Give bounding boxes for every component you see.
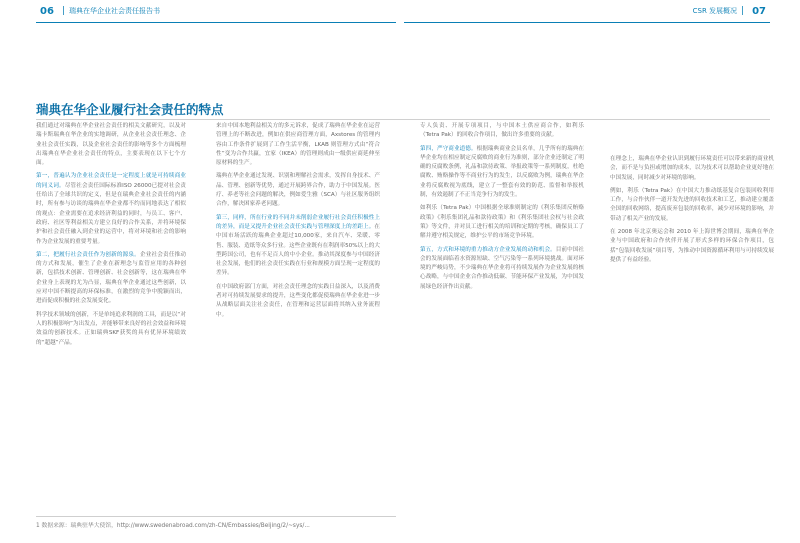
paragraph-text: 目前中国社会的发展面临着水资源短缺、空气污染等一系列环境挑战。面对环境的严峻局势，不少瑞典在华企业将可持续发展作为企业发展的核心战略，与中国企业合作推动低碳、节能环保产业发展，为中国发展绿色经济作出贡献。 [420,246,584,290]
paragraph-text: 我们通过对瑞典在华企业社会责任的相关文献研究，以及对瑞卡斯瑞典在华企业的实地调研，从企业社会责任理念、企业社会责任实践，以及企业社会责任的影响等多个方面梳理出瑞典在华企业社会责任的特点，主要表现在以下七个方面。 [36,123,186,167]
paragraph-heading: 第二，把履行社会责任作为创新的源泉。 [36,251,140,258]
page-number-right: 07 [752,5,766,17]
footnote: 1 数据来源：瑞典驻华大使馆，http://www.swedenabroad.com/zh-CN/Embassies/Beijing/2/~sys/... [36,523,310,529]
paragraph-text: 企业社会责任推动的方式和发展，催生了企业在新理念与监管应用的各种创新，包括技术创新、管理创新、社会创新等，这在瑞典在华企业身上表现的尤为凸显，瑞典在华企业通过这些创新，以应对中国不断提高的环保标准，在激烈的竞争中脱颖而出，进而促成积极的社会发展变化。 [36,251,186,305]
paragraph-heading: 第三，同样，所在行业的不同并未削弱企业履行社会责任积极性上的差异，而是又提升企业社会责任实践与管理深度上的差距上。 [216,214,380,230]
paragraph [420,145,584,201]
paragraph [216,122,380,168]
paragraph [420,122,584,141]
paragraph-text: 尽管社会责任国际标准ISO 26000已提对社会责任给出了全球共识的定义，但是在瑞典企业社会责任的内涵时，所有参与访谈的瑞典在华企业都不约而同地表达了相似的观点：企业需要在追求经济利益的同时，与员工、客户、政府、社区等利益相关方建立良好的合作关系，并将环境保护和社会责任融入到企业的运营中，将对环境和社会的影响作为企业发展的重要考量。 [36,182,186,245]
paragraph [36,311,186,348]
paragraph-text: 在中国政府部门方面，对社会责任理念的实践日益深入，以及消费者对可持续发展要求的提升，这些变化都促使瑞典在华企业进一步从战略层面关注社会责任，在管理和运营层面将其纳入业务流程中。 [216,283,380,318]
header-rule-left [36,22,396,23]
paragraph [610,228,774,265]
paragraph-heading: 第一，普遍认为企业社会责任是一定程度上就是可持续商业的同义词。 [36,173,186,189]
text-column-1 [36,122,186,502]
header-separator: | [61,6,65,16]
paragraph-heading: 第四，严守商业道德。 [420,145,477,152]
header-rule-right [404,22,770,23]
paragraph [610,155,774,183]
footnote-divider [36,516,396,517]
paragraph [420,204,584,241]
paragraph [36,251,186,307]
text-column-2 [216,122,380,502]
page-number-left: 06 [40,5,54,17]
paragraph-heading: 第五，方式和环境的重力推动方企业发展的动和机会。 [420,246,556,253]
paragraph [216,283,380,320]
text-column-4 [610,155,774,535]
paragraph-text: 在 2008 年北京奥运会和 2010 年上海世博会期间，瑞典在华企业与中国政府和合作伙伴开展了形式多样的环保合作项目，包括“包装回收发展”项目等，为推动中国资源循环利用与可持续发展提供了有益经验。 [610,229,774,263]
paragraph-text: 来自中国本地利益相关方的多元诉求，促成了瑞典在华企业在运营管理上的不断改进，例如在供应商管理方面，Axstores 的管理内容由工作条件扩展到了工作生活平衡，LKAB 则管理方式由“符合性”变为合作共赢，宜家（IKEA）的管理则成由一级供应商延伸至原材料的生产。 [216,123,380,167]
paragraph-text: 在中国市场活跃的瑞典企业超过10,000家，来自汽车、采暖、零售、服装、造纸等众多行业。这些企业既有在利润率50%以上的大型跨国公司，也有不足百人的中小企业。推动其深度参与中国经济社会发展，他们的社会责任实践在行业和规模方面呈现一定程度的差异。 [216,223,380,277]
paragraph-text: 如利乐（Tetra Pak）中国根据全球准则制定的《利乐集团反贿赂政策》《利乐集团礼品和款待政策》和《利乐集团社会权与社会政策》等文件，并对员工进行相关的培训和定期的考核，确保员工了解并遵守相关规定，维护公平的市场竞争环境。 [420,205,584,240]
paragraph-text: 例如，利乐（Tetra Pak）在中国大力推动纸基复合包装回收利用工作，与合作伙伴一道开发先进的回收技术和工艺，推动建立覆盖全国的回收网络，提高废弃包装的回收率，减少对环境的影响，并带动了相关产业的发展。 [610,187,774,222]
paragraph-text: 科学技术领域的创新，不是单纯追求利润的工具，而是以“对人的积极影响”为出发点，并能够带来良好的社会效益和环境效益的创新技术。正如瑞典SKF获奖的具有优异环境绩效的“超越”产品。 [36,311,186,346]
header-separator: | [741,6,745,16]
paragraph [216,214,380,279]
header-left-title: 瑞典在华企业社会责任报告书 [68,7,160,15]
header-right-title: CSR 发展概况 [692,7,738,15]
paragraph [36,122,186,168]
paragraph-text: 专人负责、开展专项项目，与中国本土供应商合作，如利乐（Tetra Pak）的回收合作项目，做出许多重要的贡献。 [420,123,584,139]
paragraph-text: 瑞典在华企业通过发现、识别和理解社会需求，发挥自身技术、产品、管理、创新等优势，通过开展跨界合作，助力于中国发展。医疗、养老等社会问题的解决，例如爱生雅（SCA）与社区服务组织合作，解决困家养老问题。 [216,173,380,208]
paragraph-text: 在理念上，瑞典在华企业认识到履行环境责任可以带来新的商业机会，而不是与负担或增加的成本，以为技术可以帮助企业更好地在中国发展，同时减少对环境的影响。 [610,156,774,181]
header-right [693,0,770,22]
section-title: 瑞典在华企业履行社会责任的特点 [36,102,224,117]
paragraph [36,172,186,246]
paragraph [420,246,584,292]
text-column-3 [420,122,584,502]
paragraph [216,172,380,209]
header-left [36,0,160,22]
paragraph [610,187,774,224]
title-divider [36,119,770,120]
paragraph-text: 根据瑞典商业会员名单，几乎所有的瑞典在华企业均在相应制定反腐败的商业行为准则，部分企业还制定了明确的反腐败条例，礼品和款待政策、举报政策等一系列制度，杜绝腐败、贿赂操作等不商业行为的发生，以反腐败为例，瑞典在华企业将反腐败视为底线，建立了一整套有效的防范、监督和举报机制，有效遏制了不正当竞争行为的发生。 [420,145,584,199]
